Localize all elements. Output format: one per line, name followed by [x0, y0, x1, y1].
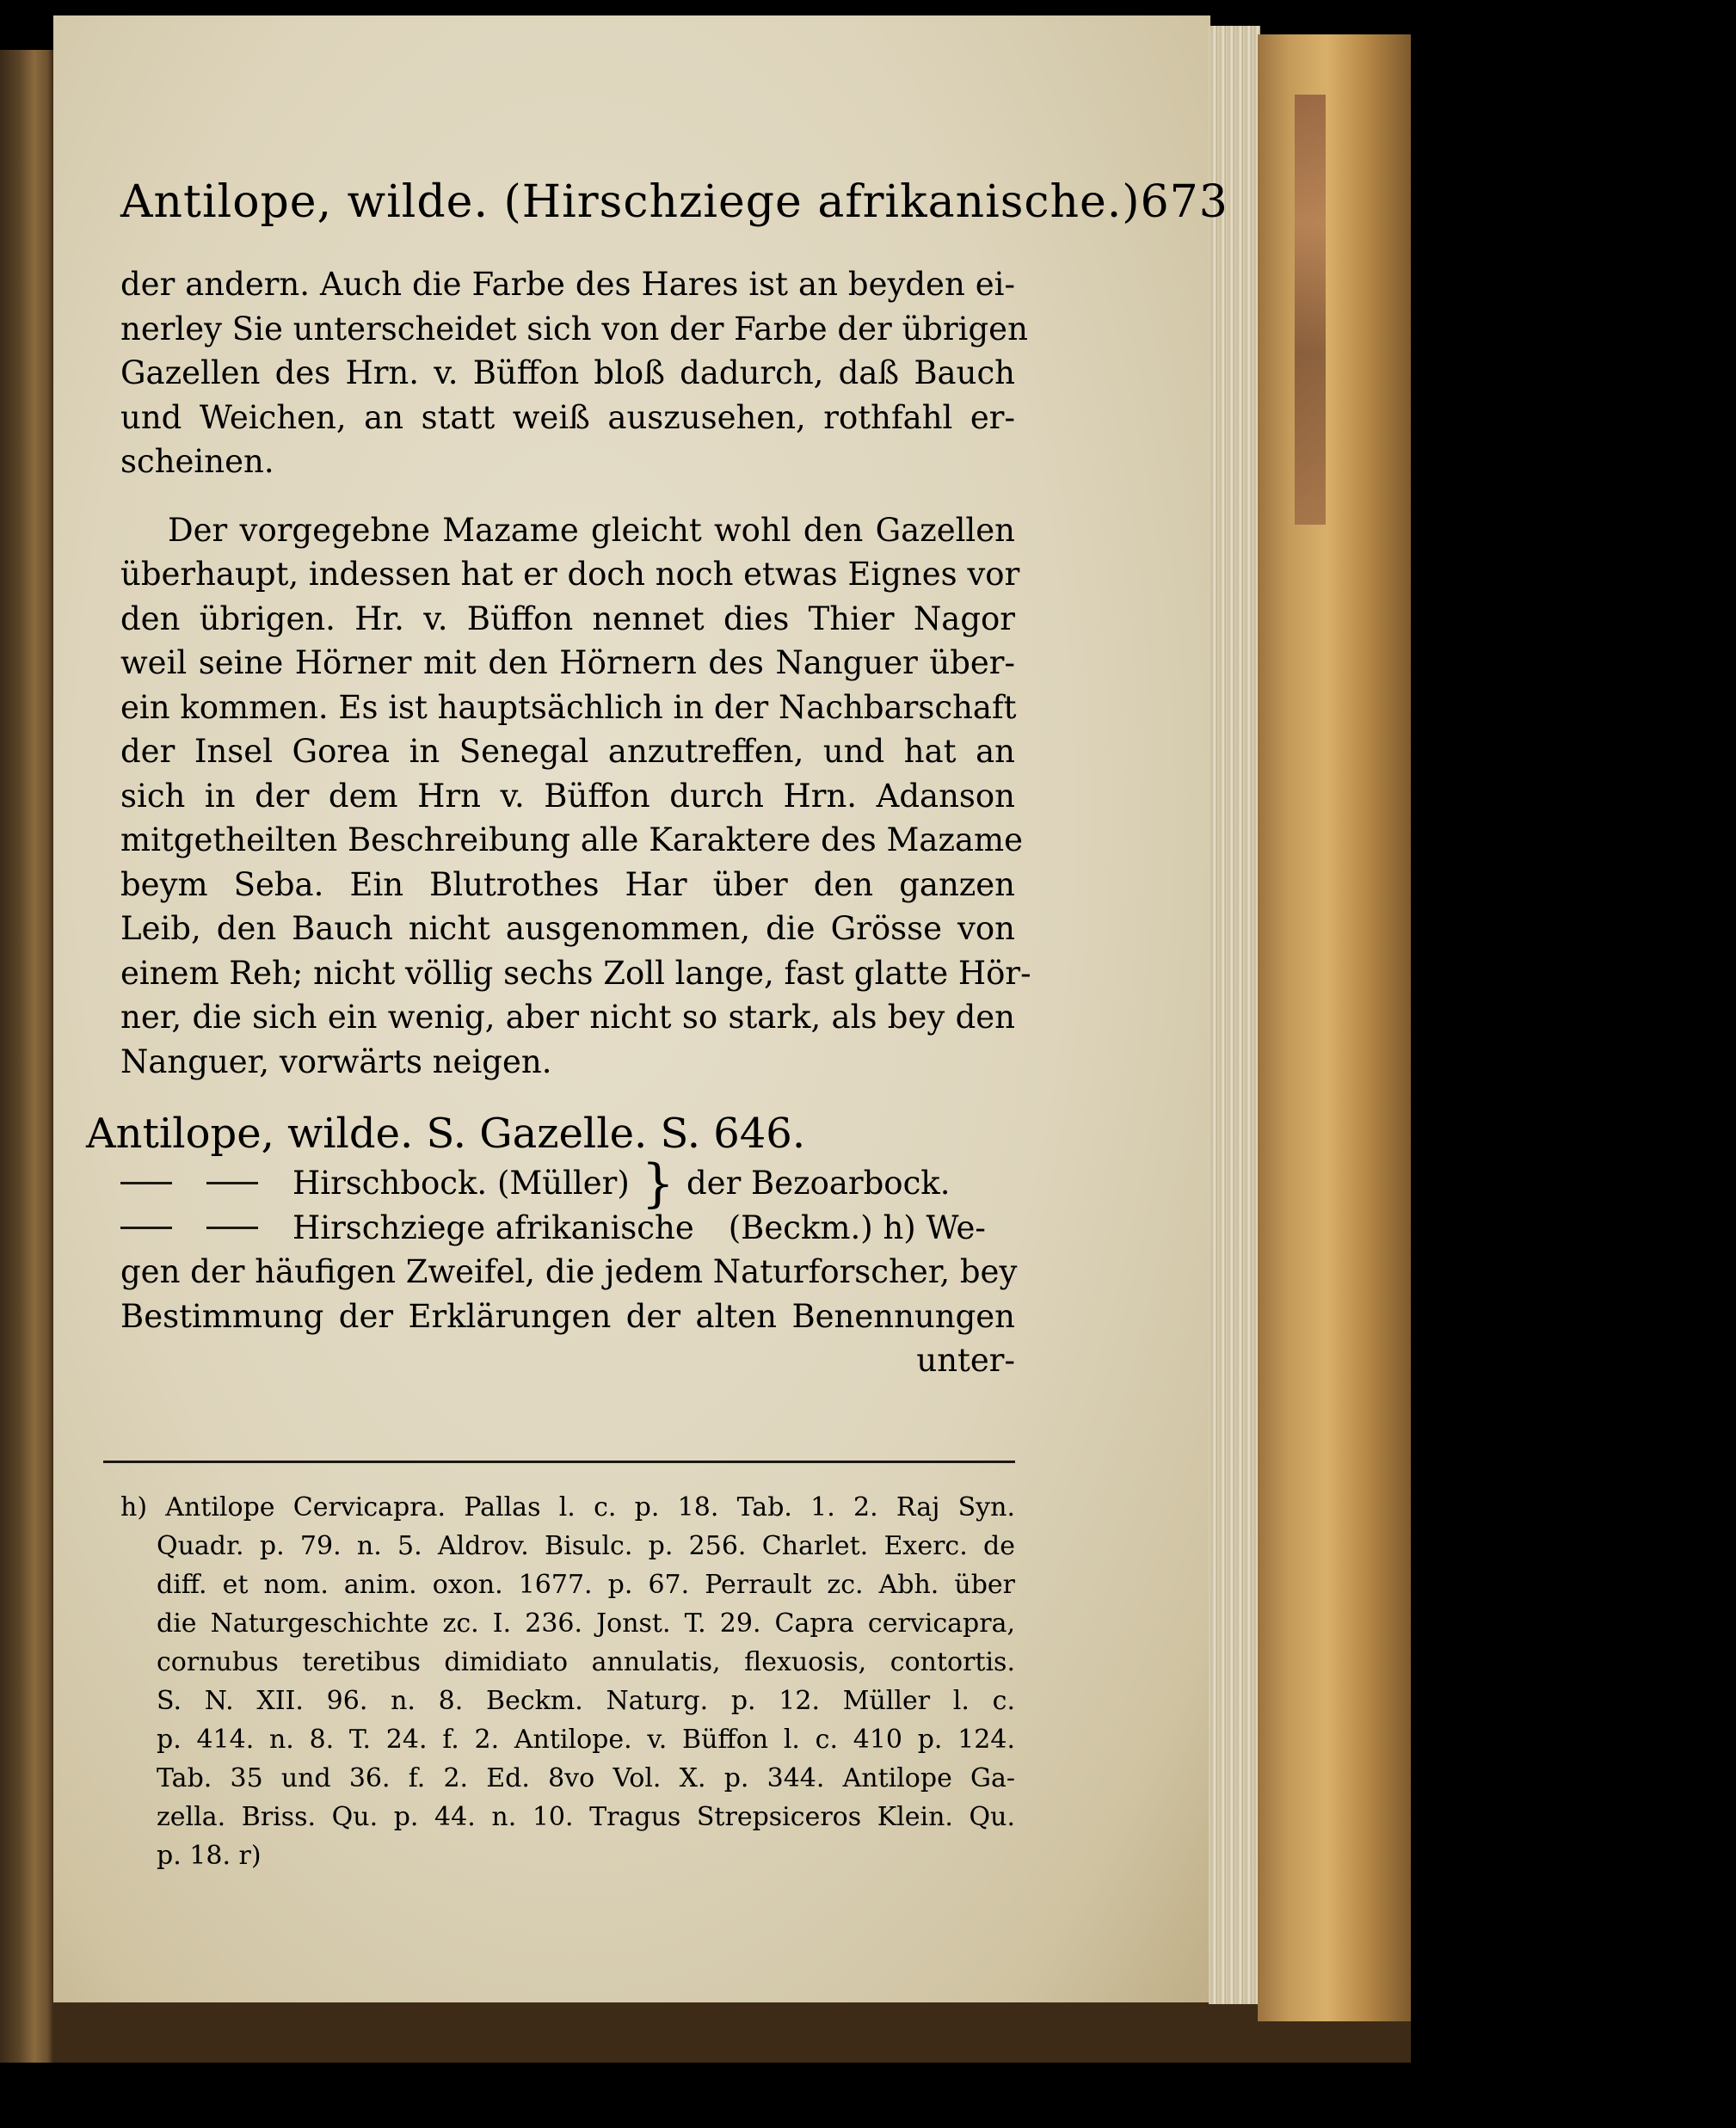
footnote	[120, 1488, 1015, 1875]
footnote-line: S. N. XII. 96. n. 8. Beckm. Naturg. p. 12. Müller l. c.	[157, 1686, 1015, 1716]
text-line: Der vorgegebne Mazame gleicht wohl den Gazellen	[168, 511, 1015, 549]
entry-sub-1: Hirschbock. (Müller)	[292, 1165, 630, 1202]
entry-sub-2: Hirschziege afrikanische	[292, 1209, 694, 1246]
book-cover	[1258, 34, 1411, 2021]
text-line: einem Reh; nicht völlig sechs Zoll lange, fast glatte Hör-	[120, 954, 1031, 992]
dash-mark	[206, 1227, 258, 1229]
entry-subline-1	[120, 1153, 1015, 1214]
text-line: mitgetheilten Beschreibung alle Karaktere des Mazame	[120, 821, 1023, 858]
text-line: Leib, den Bauch nicht ausgenommen, die Grösse von	[120, 910, 1015, 947]
catchword: unter-	[916, 1342, 1015, 1379]
main-text	[86, 262, 1031, 1383]
footnote-line: p. 414. n. 8. T. 24. f. 2. Antilope. v. Büffon l. c. 410 p. 124.	[157, 1725, 1015, 1755]
footnote-line: p. 18. r)	[157, 1841, 262, 1871]
text-line: ner, die sich ein wenig, aber nicht so stark, als bey den	[120, 999, 1015, 1036]
paragraph-1	[120, 262, 1028, 484]
footnote-line: die Naturgeschichte zc. I. 236. Jonst. T. 29. Capra cervicapra,	[157, 1608, 1015, 1639]
page-number: 673	[1140, 176, 1228, 228]
footnote-line: h) Antilope Cervicapra. Pallas l. c. p. 18. Tab. 1. 2. Raj Syn.	[120, 1492, 1015, 1522]
entry-subline-2	[120, 1206, 1015, 1251]
text-line: beym Seba. Ein Blutrothes Har über den ganzen	[120, 865, 1015, 903]
running-head-title: Antilope, wilde. (Hirschziege afrikanische.)	[120, 176, 1141, 228]
footnote-line: cornubus teretibus dimidiato annulatis, flexuosis, contortis.	[157, 1647, 1015, 1677]
text-line: nerley Sie unterscheidet sich von der Farbe der übrigen	[120, 310, 1028, 347]
text-line: sich in der dem Hrn v. Büffon durch Hrn. Adanson	[120, 777, 1015, 815]
text-line: ein kommen. Es ist hauptsächlich in der Nachbarschaft	[120, 688, 1017, 726]
running-head	[120, 176, 1228, 228]
text-line: Bestimmung der Erklärungen der alten Benennungen	[120, 1297, 1015, 1335]
dash-mark	[206, 1182, 258, 1184]
text-line: und Weichen, an statt weiß auszusehen, rothfahl er-	[120, 398, 1015, 436]
text-line: weil seine Hörner mit den Hörnern des Nanguer über-	[120, 644, 1015, 681]
entry-ref-target: der Bezoarbock.	[686, 1165, 951, 1202]
entry-heading: Antilope, wilde. S. Gazelle. S. 646.	[86, 1110, 806, 1158]
text-line: Gazellen des Hrn. v. Büffon bloß dadurch, daß Bauch	[120, 354, 1015, 391]
text-line: gen der häufigen Zweifel, die jedem Naturforscher, bey	[120, 1253, 1018, 1290]
cover-stain	[1295, 95, 1326, 525]
footnote-rule	[103, 1461, 1015, 1463]
page-edges	[1209, 26, 1260, 2004]
text-line: überhaupt, indessen hat er doch noch etwas Eignes vor	[120, 556, 1020, 593]
footnote-line: Tab. 35 und 36. f. 2. Ed. 8vo Vol. X. p. 344. Antilope Ga-	[157, 1763, 1015, 1793]
text-line: den übrigen. Hr. v. Büffon nennet dies Thier Nagor	[120, 600, 1015, 637]
text-line: Nanguer, vorwärts neigen.	[120, 1042, 552, 1080]
footnote-line: Quadr. p. 79. n. 5. Aldrov. Bisulc. p. 256. Charlet. Exerc. de	[157, 1531, 1015, 1561]
footnote-line: diff. et nom. anim. oxon. 1677. p. 67. Perrault zc. Abh. über	[157, 1570, 1015, 1600]
footnote-line: zella. Briss. Qu. p. 44. n. 10. Tragus Strepsiceros Klein. Qu.	[157, 1802, 1015, 1832]
paragraph-2	[120, 508, 1031, 1085]
text-line: der Insel Gorea in Senegal anzutreffen, und hat an	[120, 733, 1015, 770]
dash-mark	[120, 1227, 172, 1229]
text-line: der andern. Auch die Farbe des Hares ist an beyden ei-	[120, 266, 1015, 303]
brace-mark: }	[641, 1153, 674, 1214]
entry-beckm: (Beckm.) h) We-	[728, 1209, 986, 1246]
text-line: scheinen.	[120, 443, 274, 480]
dash-mark	[120, 1182, 172, 1184]
